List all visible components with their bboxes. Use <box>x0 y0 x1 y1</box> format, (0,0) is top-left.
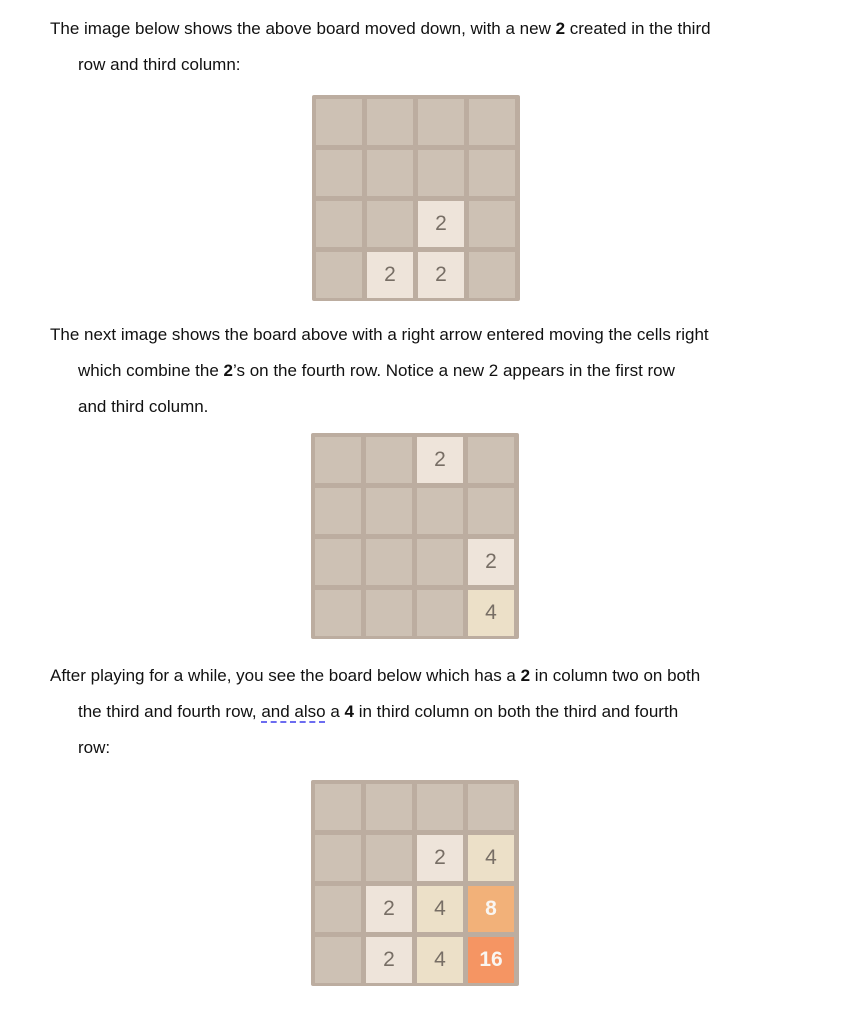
empty-cell <box>366 835 412 881</box>
empty-cell <box>366 488 412 534</box>
empty-cell <box>468 488 514 534</box>
paragraph-1 <box>50 11 810 83</box>
tile-2: 2 <box>366 886 412 932</box>
empty-cell <box>315 590 361 636</box>
empty-cell <box>417 488 463 534</box>
paragraph-3 <box>50 658 810 766</box>
empty-cell <box>417 784 463 830</box>
tile-2: 2 <box>418 252 464 298</box>
paragraph-1-line-2: row and third column: <box>78 55 241 74</box>
game-board-2 <box>311 433 519 639</box>
empty-cell <box>315 539 361 585</box>
empty-cell <box>315 437 361 483</box>
tile-4: 4 <box>468 590 514 636</box>
empty-cell <box>366 784 412 830</box>
empty-cell <box>366 539 412 585</box>
paragraph-2-line-1: The next image shows the board above with a right arrow entered moving the cells right <box>50 325 709 344</box>
tile-2: 2 <box>366 937 412 983</box>
tile-2: 2 <box>417 437 463 483</box>
empty-cell <box>469 252 515 298</box>
paragraph-3-line-2: the third and fourth row, and also a 4 in third column on both the third and fourth <box>78 702 679 721</box>
empty-cell <box>367 150 413 196</box>
game-board-1 <box>312 95 520 301</box>
paragraph-2 <box>50 317 810 425</box>
spellcheck-underline[interactable]: and also <box>261 702 326 721</box>
tile-4: 4 <box>417 886 463 932</box>
empty-cell <box>366 590 412 636</box>
empty-cell <box>315 488 361 534</box>
paragraph-3-line-1: After playing for a while, you see the board below which has a 2 in column two on both <box>50 666 701 685</box>
empty-cell <box>315 835 361 881</box>
paragraph-1-line-1: The image below shows the above board moved down, with a new 2 created in the third <box>50 19 711 38</box>
paragraph-3-line-3: row: <box>78 738 111 757</box>
tile-2: 2 <box>418 201 464 247</box>
empty-cell <box>468 784 514 830</box>
empty-cell <box>418 150 464 196</box>
empty-cell <box>469 201 515 247</box>
empty-cell <box>315 937 361 983</box>
empty-cell <box>315 784 361 830</box>
tile-4: 4 <box>417 937 463 983</box>
game-board-3 <box>311 780 519 986</box>
empty-cell <box>469 99 515 145</box>
empty-cell <box>418 99 464 145</box>
tile-4: 4 <box>468 835 514 881</box>
empty-cell <box>469 150 515 196</box>
empty-cell <box>315 886 361 932</box>
tile-2: 2 <box>468 539 514 585</box>
empty-cell <box>367 201 413 247</box>
empty-cell <box>417 590 463 636</box>
empty-cell <box>316 252 362 298</box>
empty-cell <box>316 201 362 247</box>
empty-cell <box>316 99 362 145</box>
tile-2: 2 <box>417 835 463 881</box>
empty-cell <box>316 150 362 196</box>
empty-cell <box>468 437 514 483</box>
tile-2: 2 <box>367 252 413 298</box>
tile-16: 16 <box>468 937 514 983</box>
paragraph-2-line-3: and third column. <box>78 397 209 416</box>
paragraph-2-line-2: which combine the 2’s on the fourth row. Notice a new 2 appears in the first row <box>78 361 675 380</box>
empty-cell <box>366 437 412 483</box>
tile-8: 8 <box>468 886 514 932</box>
empty-cell <box>367 99 413 145</box>
empty-cell <box>417 539 463 585</box>
